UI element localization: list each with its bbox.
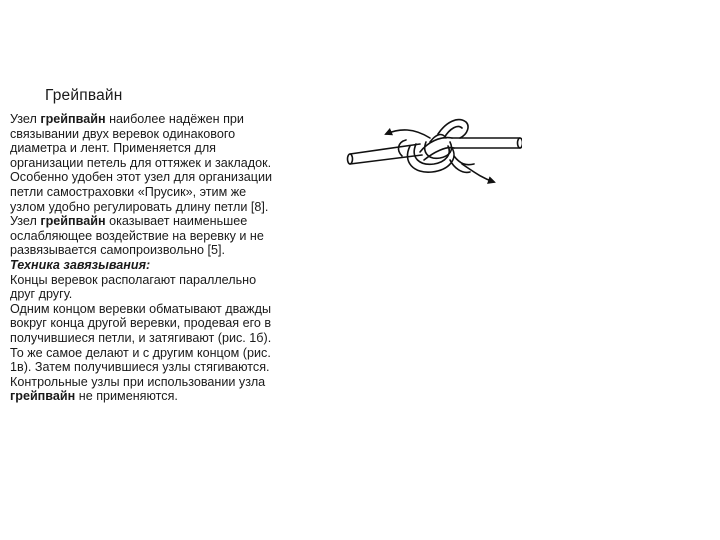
paragraph-step-2: Одним концом веревки обматывают дважды вокруг конца другой веревки, продевая его в получившиеся петли, и затягивают (рис. 1б). То же самое делают и с другим концом (рис. 1в). Затем получившиеся узлы стягиваются. bbox=[10, 301, 272, 375]
paragraph-control-knots bbox=[10, 375, 282, 404]
knot-name-bold: грейпвайн bbox=[40, 112, 106, 126]
knot-illustration-icon bbox=[342, 112, 522, 192]
text-run: Узел bbox=[10, 214, 41, 229]
text-run: Контрольные узлы при использовании узла bbox=[10, 374, 266, 389]
paragraph-effect bbox=[10, 214, 282, 258]
slide-body bbox=[10, 112, 282, 404]
knot-name-bold: грейпвайн bbox=[10, 389, 76, 404]
paragraph-usage bbox=[10, 112, 282, 214]
slide-title: Грейпвайн bbox=[45, 87, 123, 104]
technique-heading: Техника завязывания: bbox=[10, 257, 151, 272]
knot-name-bold: грейпвайн bbox=[40, 214, 106, 229]
text-run: не применяются. bbox=[75, 389, 178, 404]
text-run: Узел bbox=[10, 112, 41, 126]
paragraph-step-1: Концы веревок располагают параллельно друг другу. bbox=[10, 272, 257, 302]
text-run: оказывает наименьшее ослабляющее воздействие на веревку и не развязывается самопроизвольно [5]. bbox=[10, 214, 264, 258]
text-run: наиболее надёжен при связывании двух веревок одинакового диаметра и лент. Применяется для организации петель для оттяжек и закладок. Особенно удобен этот узел для организации петли самостраховки «Прусик», этим же узлом удобно регулировать длину петли [8]. bbox=[10, 112, 273, 214]
